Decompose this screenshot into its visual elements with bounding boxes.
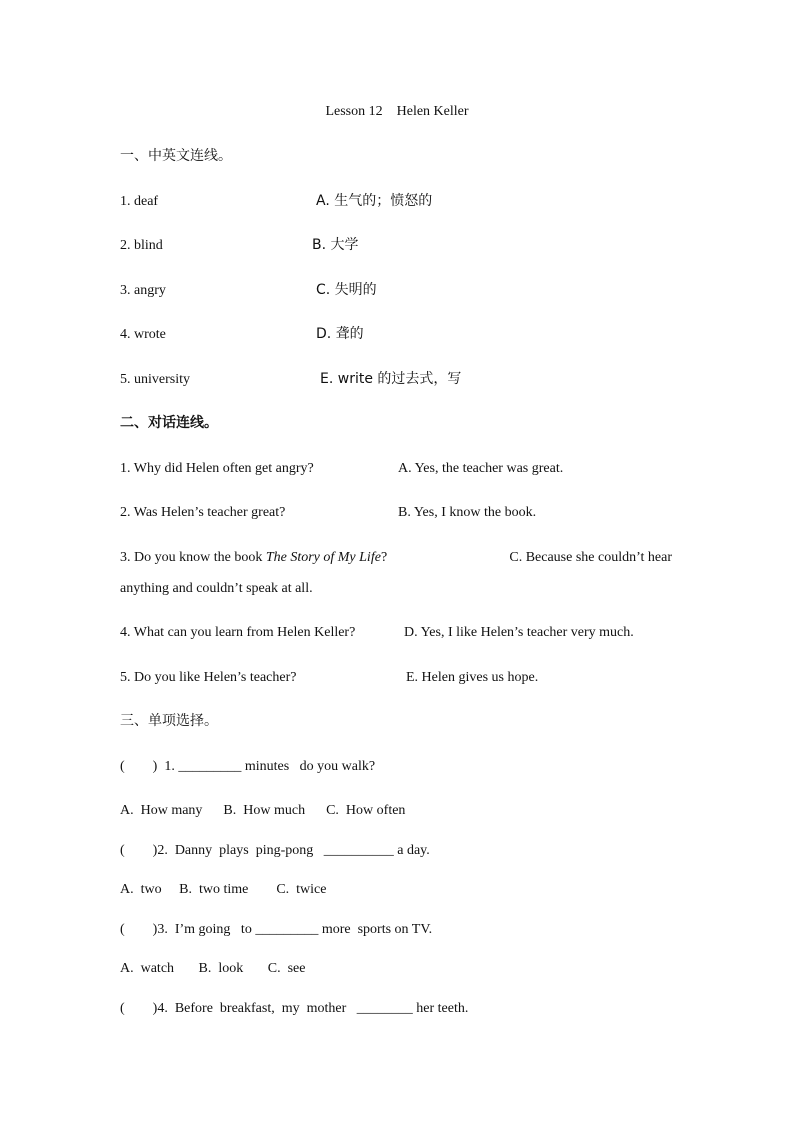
choice-options: A. watch B. look C. see xyxy=(120,961,306,976)
dialogue-question: 5. Do you like Helen’s teacher? xyxy=(120,670,297,685)
dialogue-answer: D. Yes, I like Helen’s teacher very much. xyxy=(404,625,634,640)
dialogue-question: 2. Was Helen’s teacher great? xyxy=(120,505,286,520)
match-right-item: B. 大学 xyxy=(312,237,359,253)
dialogue-question xyxy=(120,551,387,565)
match-left-item: 3. angry xyxy=(120,283,166,298)
question-mark: ? xyxy=(380,550,388,565)
dialogue-answer-continuation: anything and couldn’t speak at all. xyxy=(120,581,313,596)
dialogue-answer: B. Yes, I know the book. xyxy=(398,505,537,520)
dialogue-answer: C. Because she couldn’t hear xyxy=(509,550,672,565)
match-right-item: A. 生气的；愤怒的 xyxy=(316,193,433,209)
choice-options: A. two B. two time C. twice xyxy=(120,882,327,897)
section1-heading: 一、中英文连线。 xyxy=(120,148,232,164)
choice-question: ( )3. I’m going to _________ more sports on TV. xyxy=(120,922,433,937)
choice-question: ( )2. Danny plays ping-pong __________ a day. xyxy=(120,843,430,858)
page-title: Lesson 12 Helen Keller xyxy=(325,104,469,119)
book-title: The Story of My Life xyxy=(265,550,381,565)
dialogue-question: 1. Why did Helen often get angry? xyxy=(120,461,314,476)
match-right-item: E. write 的过去式，写 xyxy=(320,371,462,387)
match-left-item: 5. university xyxy=(120,372,190,387)
dialogue-question: 4. What can you learn from Helen Keller? xyxy=(120,625,356,640)
dialogue-answer: E. Helen gives us hope. xyxy=(406,670,539,685)
match-right-item: D. 聋的 xyxy=(316,326,364,342)
choice-options: A. How many B. How much C. How often xyxy=(120,803,406,818)
match-right-item: C. 失明的 xyxy=(316,282,377,298)
match-left-item: 2. blind xyxy=(120,238,163,253)
section3-heading: 三、单项选择。 xyxy=(120,713,218,729)
dialogue-answer: A. Yes, the teacher was great. xyxy=(398,461,564,476)
match-left-item: 1. deaf xyxy=(120,194,159,209)
choice-question: ( )4. Before breakfast, my mother ________ her teeth. xyxy=(120,1001,469,1016)
question-text: 3. Do you know the book xyxy=(120,550,263,565)
dialogue-row-3 xyxy=(120,551,672,565)
section2-heading: 二、对话连线。 xyxy=(120,415,218,431)
choice-question: ( ) 1. _________ minutes do you walk? xyxy=(120,759,376,774)
match-left-item: 4. wrote xyxy=(120,327,166,342)
